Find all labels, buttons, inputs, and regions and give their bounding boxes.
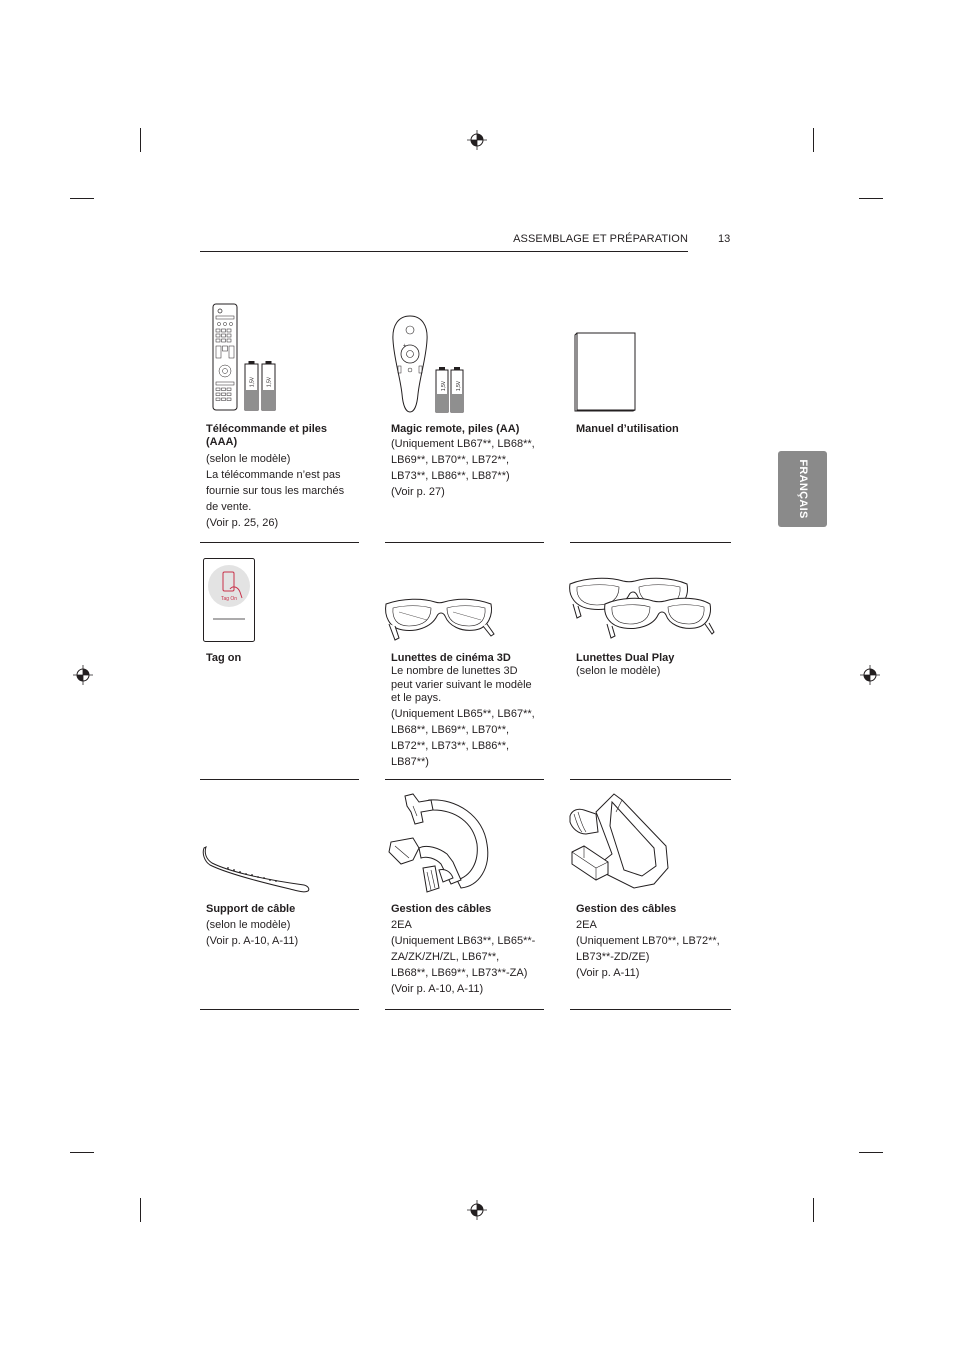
section-title: ASSEMBLAGE ET PRÉPARATION (513, 233, 688, 245)
battery-label: 1,5V (441, 380, 447, 392)
dual-play-glasses-icon (567, 574, 715, 646)
registration-mark-icon (467, 1200, 487, 1220)
language-tab (778, 451, 827, 527)
item-dual-play-glasses (576, 652, 735, 679)
crop-mark (70, 198, 94, 199)
item-line: (Voir p. A-10, A-11) (206, 935, 299, 947)
item-title: Support de câble (206, 903, 296, 915)
crop-mark (813, 128, 814, 152)
svg-text:+: + (403, 343, 406, 349)
item-line: LB73**-ZD/ZE) (576, 951, 650, 963)
manual-icon (573, 330, 639, 414)
item-line: de vente. (206, 501, 252, 513)
item-title: Lunettes de cinéma 3D (391, 652, 511, 664)
item-title: Magic remote, piles (AA) (391, 423, 520, 435)
item-line: (Uniquement LB70**, LB72**, (576, 935, 720, 947)
item-title: Lunettes Dual Play (576, 652, 675, 664)
item-cable-holder (206, 903, 365, 949)
item-line: LB68**, LB69**, LB70**, (391, 723, 510, 736)
item-line: fournie sur tous les marchés (206, 485, 345, 497)
battery-label: 1,5V (249, 376, 256, 388)
item-manual (576, 423, 735, 436)
crop-mark (859, 1152, 883, 1153)
item-line: LB72**, LB73**, LB86**, (391, 739, 510, 752)
item-line: LB68**, LB69**, LB73**-ZA) (391, 967, 528, 979)
crop-mark (70, 1152, 94, 1153)
item-line: 2EA (576, 919, 597, 931)
item-title: Gestion des câbles (391, 903, 492, 915)
row-divider (385, 779, 544, 780)
header-rule (200, 251, 688, 252)
item-line: (selon le modèle) (206, 453, 291, 465)
registration-mark-icon (467, 130, 487, 150)
item-remote-aaa (206, 423, 365, 531)
item-cable-management-bracket (576, 903, 735, 981)
item-title: Gestion des câbles (576, 903, 677, 915)
row-divider (570, 779, 731, 780)
item-line: LB87**) (391, 755, 429, 768)
crop-mark (140, 128, 141, 152)
item-line: La télécommande n’est pas (206, 469, 341, 481)
row-divider (385, 542, 544, 543)
registration-mark-icon (860, 665, 880, 685)
registration-mark-icon (73, 665, 93, 685)
item-title: (AAA) (206, 436, 238, 448)
battery-label: 1,5V (266, 376, 273, 388)
language-tab-label: FRANÇAIS (796, 459, 809, 519)
item-3d-glasses (391, 652, 550, 770)
item-line: (selon le modèle) (576, 665, 661, 677)
item-line: (Uniquement LB67**, LB68**, (391, 438, 535, 450)
tag-on-card-icon (202, 557, 256, 643)
item-line: LB69**, LB70**, LB72**, (391, 454, 510, 466)
item-line: (Voir p. A-11) (576, 967, 640, 979)
item-line: Le nombre de lunettes 3D (391, 665, 518, 677)
item-magic-remote (391, 423, 550, 500)
crop-mark (813, 1198, 814, 1222)
remote-with-aaa-batteries-icon (210, 302, 280, 412)
item-line: LB73**, LB86**, LB87**) (391, 470, 510, 482)
item-line: ZA/ZK/ZH/ZL, LB67**, (391, 951, 500, 963)
magic-remote-with-aa-batteries-icon (392, 314, 467, 414)
item-cable-management-clip (391, 903, 550, 997)
cable-management-clip-icon (383, 792, 495, 896)
tag-on-label: Tag On (220, 596, 238, 602)
battery-label: 1,5V (456, 380, 462, 392)
page-number: 13 (718, 233, 731, 245)
row-divider (200, 779, 359, 780)
item-line: et le pays. (391, 692, 442, 704)
3d-glasses-icon (383, 594, 495, 646)
item-title: Manuel d’utilisation (576, 423, 679, 435)
item-line: (selon le modèle) (206, 919, 291, 931)
row-divider (385, 1009, 544, 1010)
item-line: (Uniquement LB63**, LB65**- (391, 935, 536, 947)
item-line: (Voir p. A-10, A-11) (391, 983, 484, 995)
item-line: peut varier suivant le modèle (391, 678, 532, 691)
row-divider (200, 542, 359, 543)
crop-mark (140, 1198, 141, 1222)
item-title: Tag on (206, 652, 242, 664)
item-line: (Voir p. 27) (391, 486, 445, 498)
cable-management-bracket-icon (566, 792, 672, 896)
cable-holder-icon (200, 845, 312, 895)
item-line: (Uniquement LB65**, LB67**, (391, 707, 535, 720)
row-divider (570, 542, 731, 543)
item-line: (Voir p. 25, 26) (206, 517, 279, 529)
row-divider (200, 1009, 359, 1010)
row-divider (570, 1009, 731, 1010)
crop-mark (859, 198, 883, 199)
item-line: 2EA (391, 919, 412, 931)
item-title: Télécommande et piles (206, 423, 328, 435)
item-tag-on (206, 652, 365, 665)
